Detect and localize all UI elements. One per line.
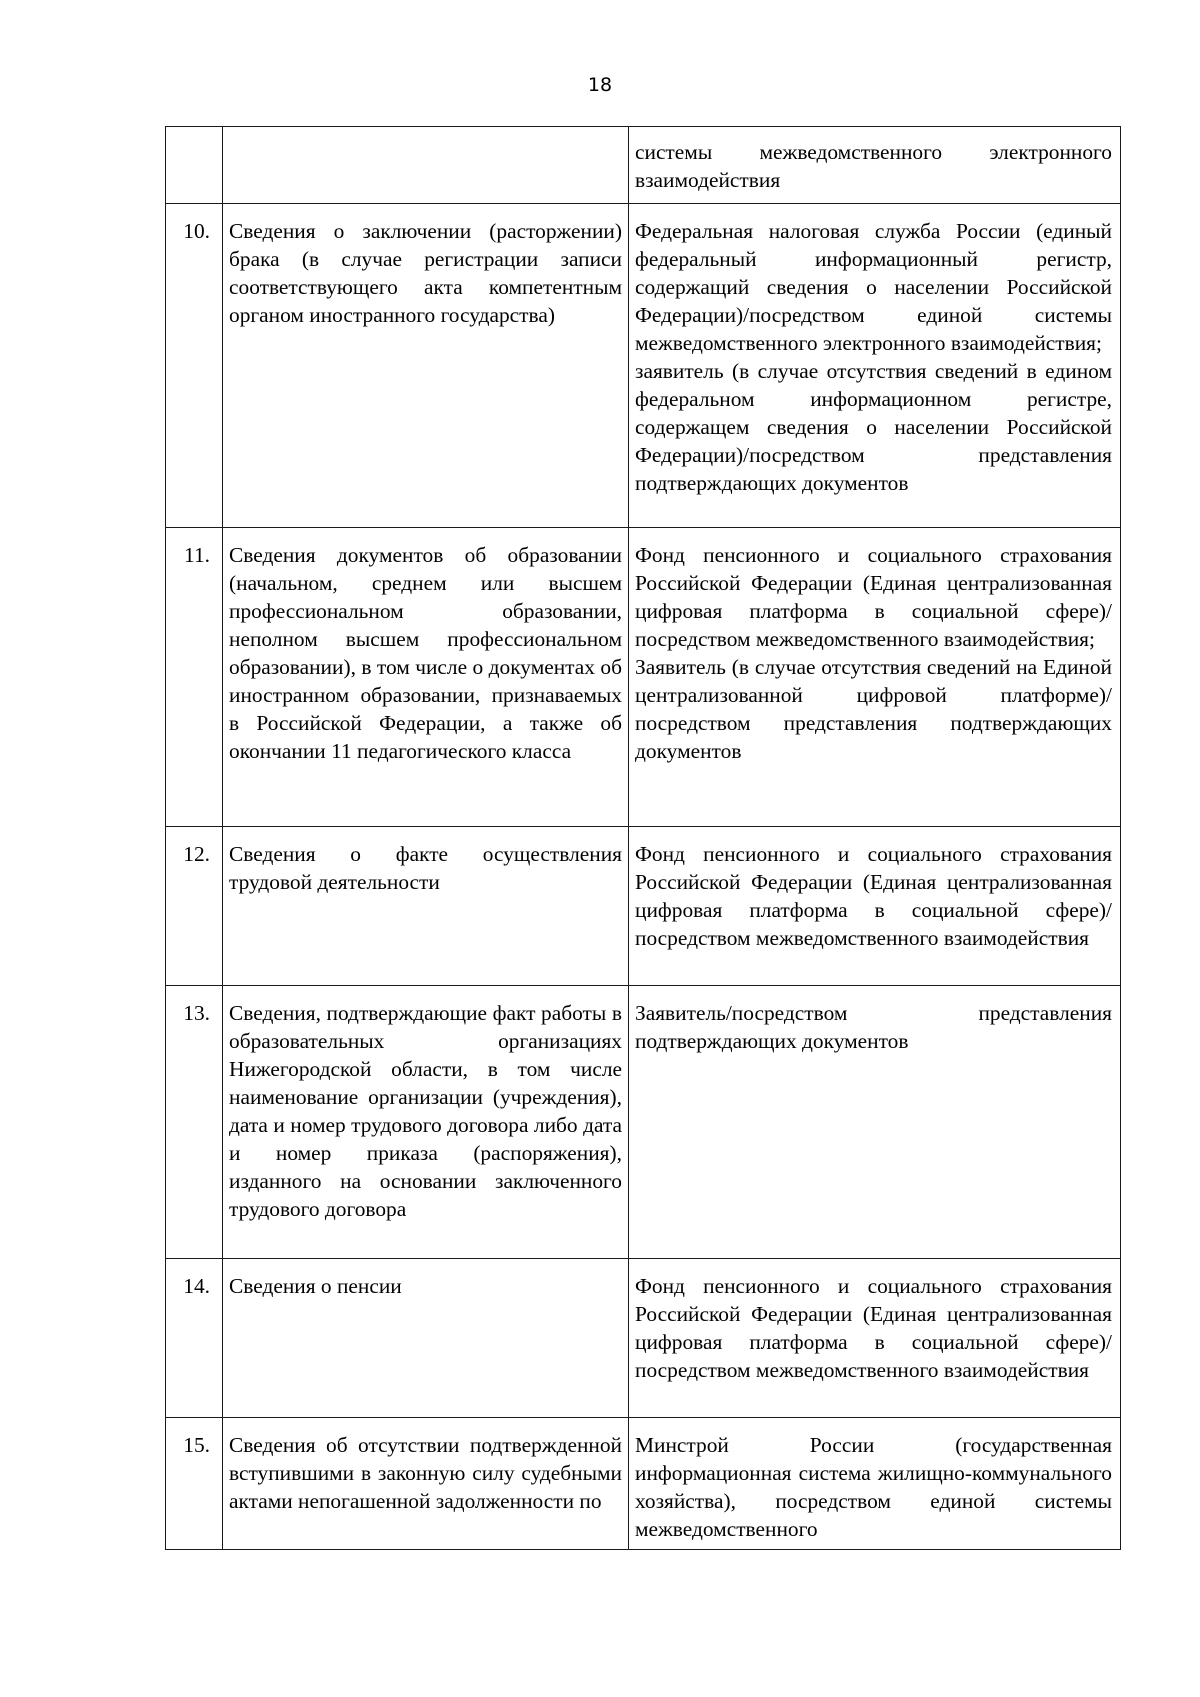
row-source [629,986,1121,1259]
row-number: 10. [166,204,223,528]
row-info: Сведения об отсутствии подтвержденной вступившими в законную силу судебными актами непогашенной задолженности по [223,1418,629,1550]
source-paragraph: Минстрой России (государственная информационная система жилищно-коммунального хозяйства), посредством единой системы межведомственного [635,1433,1112,1541]
table-row [166,528,1121,827]
table-row [166,1418,1121,1550]
row-source [629,127,1121,204]
row-source [629,204,1121,528]
source-paragraph: Фонд пенсионного и социального страхования Российской Федерации (Единая централизованная цифровая платформа в социальной сфере)/посредством межведомственного взаимодействия [635,842,1112,950]
row-info: Сведения о пенсии [223,1259,629,1418]
row-number: 15. [166,1418,223,1550]
documents-table [165,126,1121,1550]
row-number: 13. [166,986,223,1259]
row-number: 12. [166,827,223,986]
row-source [629,528,1121,827]
page-number: 18 [587,74,613,96]
table-row [166,827,1121,986]
source-paragraph: Федеральная налоговая служба России (единый федеральный информационный регистр, содержащий сведения о населении Российской Федерации)/посредством единой системы межведомственного электронного взаимодействия; [635,219,1112,355]
row-number: 11. [166,528,223,827]
table-row-continuation [166,127,1121,204]
row-info: Сведения документов об образовании (начальном, среднем или высшем профессиональном образовании, неполном высшем профессиональном образовании), в том числе о документах об иностранном образовании, признаваемых в Российской Федерации, а также об окончании 11 педагогического класса [223,528,629,827]
table-row [166,204,1121,528]
row-info: Сведения о факте осуществления трудовой деятельности [223,827,629,986]
source-paragraph: заявитель (в случае отсутствия сведений в едином федеральном информационном регистре, содержащем сведения о населении Российской Федерации)/посредством представления подтверждающих документов [635,359,1112,495]
source-paragraph: Фонд пенсионного и социального страхования Российской Федерации (Единая централизованная цифровая платформа в социальной сфере)/посредством межведомственного взаимодействия; [635,543,1112,651]
source-paragraph: системы межведомственного электронного взаимодействия [635,140,1112,192]
row-info: Сведения, подтверждающие факт работы в образовательных организациях Нижегородской области, в том числе наименование организации (учреждения), дата и номер трудового договора либо дата и номер приказа (распоряжения), изданного на основании заключенного трудового договора [223,986,629,1259]
table-row [166,986,1121,1259]
source-paragraph: Заявитель/посредством представления подтверждающих документов [635,1001,1112,1053]
row-info [223,127,629,204]
row-source [629,1418,1121,1550]
table-row [166,1259,1121,1418]
row-number: 14. [166,1259,223,1418]
row-source [629,1259,1121,1418]
source-paragraph: Заявитель (в случае отсутствия сведений на Единой централизованной цифровой платформе)/посредством представления подтверждающих документов [635,655,1112,763]
row-source [629,827,1121,986]
row-number [166,127,223,204]
row-info: Сведения о заключении (расторжении) брака (в случае регистрации записи соответствующего акта компетентным органом иностранного государства) [223,204,629,528]
source-paragraph: Фонд пенсионного и социального страхования Российской Федерации (Единая централизованная цифровая платформа в социальной сфере)/посредством межведомственного взаимодействия [635,1274,1112,1382]
